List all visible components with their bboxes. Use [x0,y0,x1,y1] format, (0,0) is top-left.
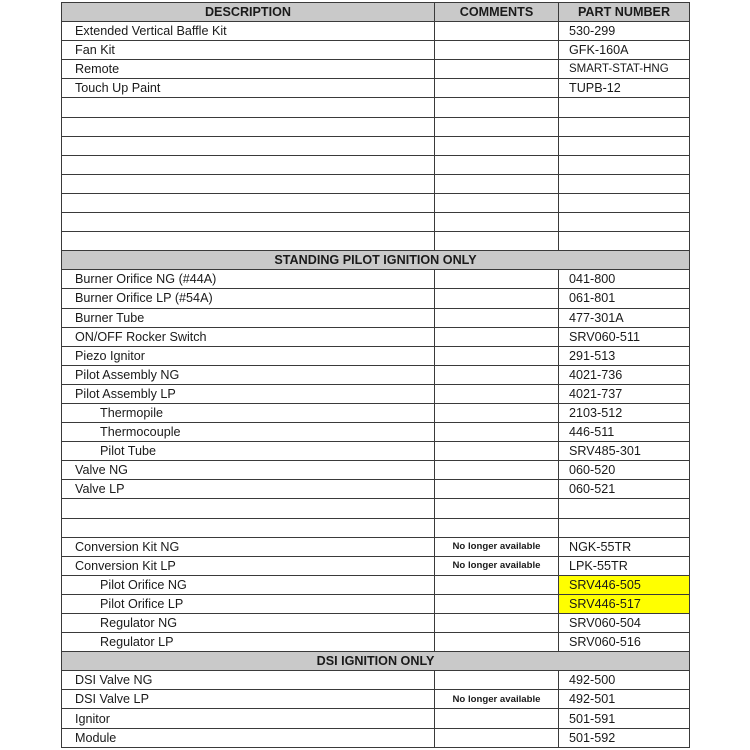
empty-cell [559,518,690,537]
part-number-cell: TUPB-12 [559,79,690,98]
table-row [62,690,690,709]
part-number-cell: 041-800 [559,270,690,289]
empty-row [62,98,690,117]
part-number-cell: 2103-512 [559,403,690,422]
description-cell: Ignitor [62,709,435,728]
part-number-cell: GFK-160A [559,41,690,60]
empty-cell [435,117,559,136]
part-number-cell: 060-521 [559,480,690,499]
description-cell: Regulator LP [62,633,435,652]
comment-cell [435,480,559,499]
table-row [62,671,690,690]
comment-cell [435,384,559,403]
comment-cell: No longer available [435,690,559,709]
description-cell: DSI Valve NG [62,671,435,690]
description-cell: Regulator NG [62,614,435,633]
empty-row [62,193,690,212]
empty-cell [62,193,435,212]
empty-cell [62,232,435,251]
empty-row [62,136,690,155]
part-number-cell: SRV060-516 [559,633,690,652]
part-number-cell-highlighted: SRV446-505 [559,575,690,594]
empty-cell [62,117,435,136]
comment-cell [435,22,559,41]
table-row [62,728,690,747]
description-cell: Conversion Kit NG [62,537,435,556]
description-cell: Remote [62,60,435,79]
description-cell: Thermocouple [62,423,435,442]
empty-row [62,155,690,174]
comment-cell [435,575,559,594]
comment-cell [435,423,559,442]
empty-row [62,232,690,251]
description-cell: Burner Tube [62,308,435,327]
table-row [62,41,690,60]
description-cell: ON/OFF Rocker Switch [62,327,435,346]
section-title: STANDING PILOT IGNITION ONLY [62,251,690,270]
description-cell: Valve NG [62,461,435,480]
table-row [62,79,690,98]
empty-cell [559,174,690,193]
description-cell: Extended Vertical Baffle Kit [62,22,435,41]
part-number-cell: SMART-STAT-HNG [559,60,690,79]
description-cell: Fan Kit [62,41,435,60]
part-number-cell-highlighted: SRV446-517 [559,594,690,613]
empty-cell [559,136,690,155]
empty-cell [62,136,435,155]
description-cell: DSI Valve LP [62,690,435,709]
table-row [62,480,690,499]
empty-cell [435,174,559,193]
description-cell: Pilot Assembly LP [62,384,435,403]
comment-cell [435,594,559,613]
table-row [62,289,690,308]
table-row [62,537,690,556]
comment-cell [435,60,559,79]
header-part-number: PART NUMBER [559,3,690,22]
part-number-cell: 4021-737 [559,384,690,403]
comment-cell [435,671,559,690]
table-row [62,442,690,461]
section-row-standing-pilot [62,251,690,270]
description-cell: Thermopile [62,403,435,422]
empty-cell [435,193,559,212]
part-number-cell: 291-513 [559,346,690,365]
table-row [62,556,690,575]
empty-cell [435,232,559,251]
empty-cell [62,98,435,117]
table-row [62,461,690,480]
header-description: DESCRIPTION [62,3,435,22]
comment-cell [435,270,559,289]
empty-row [62,213,690,232]
empty-row [62,117,690,136]
table-row [62,270,690,289]
description-cell: Pilot Orifice LP [62,594,435,613]
section-title: DSI IGNITION ONLY [62,652,690,671]
description-cell: Conversion Kit LP [62,556,435,575]
comment-cell [435,346,559,365]
table-row [62,22,690,41]
description-cell: Pilot Tube [62,442,435,461]
table-row [62,346,690,365]
table-row [62,327,690,346]
header-row [62,3,690,22]
empty-row [62,518,690,537]
description-cell: Touch Up Paint [62,79,435,98]
description-cell: Burner Orifice LP (#54A) [62,289,435,308]
part-number-cell: 4021-736 [559,365,690,384]
part-number-cell: SRV060-504 [559,614,690,633]
empty-cell [62,213,435,232]
parts-table [61,2,690,748]
table-row [62,614,690,633]
comment-cell [435,327,559,346]
comment-cell [435,614,559,633]
description-cell: Piezo Ignitor [62,346,435,365]
comment-cell: No longer available [435,556,559,575]
empty-cell [62,518,435,537]
empty-cell [62,499,435,518]
description-cell: Pilot Assembly NG [62,365,435,384]
comment-cell [435,633,559,652]
comment-cell [435,289,559,308]
comment-cell: No longer available [435,537,559,556]
empty-cell [435,518,559,537]
part-number-cell: SRV060-511 [559,327,690,346]
comment-cell [435,709,559,728]
table-row [62,308,690,327]
part-number-cell: 061-801 [559,289,690,308]
empty-row [62,174,690,193]
empty-cell [435,499,559,518]
empty-cell [559,213,690,232]
table-row [62,423,690,442]
comment-cell [435,442,559,461]
empty-cell [559,117,690,136]
empty-cell [559,155,690,174]
empty-cell [435,155,559,174]
comment-cell [435,79,559,98]
part-number-cell: 492-500 [559,671,690,690]
empty-cell [559,499,690,518]
empty-cell [435,213,559,232]
part-number-cell: 501-591 [559,709,690,728]
part-number-cell: SRV485-301 [559,442,690,461]
empty-cell [559,232,690,251]
comment-cell [435,728,559,747]
section-row-dsi [62,652,690,671]
part-number-cell: 492-501 [559,690,690,709]
header-comments: COMMENTS [435,3,559,22]
part-number-cell: 446-511 [559,423,690,442]
comment-cell [435,403,559,422]
table-row [62,709,690,728]
empty-cell [559,98,690,117]
comment-cell [435,308,559,327]
table-row [62,60,690,79]
table-row [62,575,690,594]
description-cell: Burner Orifice NG (#44A) [62,270,435,289]
table-row [62,365,690,384]
empty-row [62,499,690,518]
empty-cell [62,155,435,174]
empty-cell [435,98,559,117]
comment-cell [435,41,559,60]
comment-cell [435,461,559,480]
table-row [62,594,690,613]
table-row [62,633,690,652]
part-number-cell: 477-301A [559,308,690,327]
empty-cell [559,193,690,212]
description-cell: Pilot Orifice NG [62,575,435,594]
description-cell: Valve LP [62,480,435,499]
part-number-cell: 501-592 [559,728,690,747]
part-number-cell: 530-299 [559,22,690,41]
description-cell: Module [62,728,435,747]
part-number-cell: 060-520 [559,461,690,480]
part-number-cell: NGK-55TR [559,537,690,556]
comment-cell [435,365,559,384]
empty-cell [62,174,435,193]
table-row [62,403,690,422]
part-number-cell: LPK-55TR [559,556,690,575]
table-row [62,384,690,403]
empty-cell [435,136,559,155]
